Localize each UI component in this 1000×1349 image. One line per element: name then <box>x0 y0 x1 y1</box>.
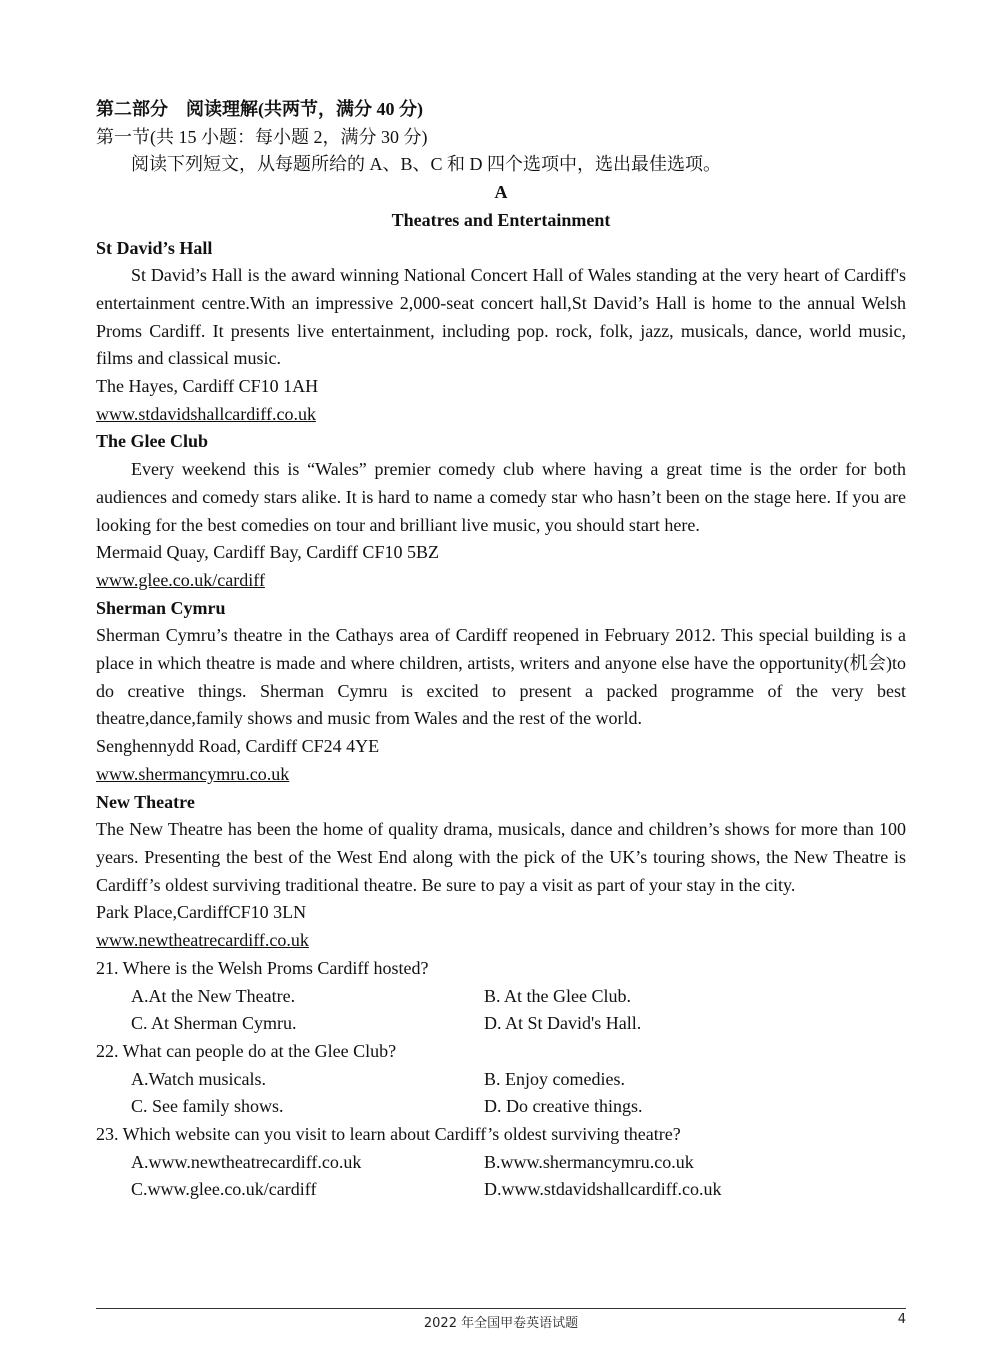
option-row <box>96 1066 906 1094</box>
option-b: B. Enjoy comedies. <box>484 1068 625 1089</box>
option-a: A.Watch musicals. <box>131 1068 267 1089</box>
venue-st-davids-hall <box>96 235 906 429</box>
option-c: C. See family shows. <box>131 1096 284 1117</box>
venue-address: The Hayes, Cardiff CF10 1AH <box>96 376 319 397</box>
venue-description: Sherman Cymru’s theatre in the Cathays area of Cardiff reopened in February 2012. This special building is a place in which theatre is made and where children, artists, writers and anyone else have the opportunity(机会)to do creative things. Sherman Cymru is excited to present a packed programme of the very best theatre,dance,family shows and music from Wales and the rest of the world. <box>96 625 906 729</box>
venue-address: Park Place,CardiffCF10 3LN <box>96 902 307 923</box>
question-22 <box>96 1038 906 1121</box>
option-a: A.www.newtheatrecardiff.co.uk <box>131 1151 362 1172</box>
venue-description: The New Theatre has been the home of quality drama, musicals, dance and children’s shows for more than 100 years. Presenting the best of the West End along with the pick of the UK’s touring shows, the New Theatre is Cardiff’s oldest surviving traditional theatre. Be sure to pay a visit as part of your stay in the city. <box>96 819 906 895</box>
venue-website: www.newtheatrecardiff.co.uk <box>96 930 309 951</box>
page-number: 4 <box>897 1312 906 1327</box>
option-row <box>96 1149 906 1177</box>
page-content <box>96 96 906 1204</box>
instruction: 阅读下列短文，从每题所给的 A、B、C 和 D 四个选项中，选出最佳选项。 <box>131 154 722 175</box>
option-c: C. At Sherman Cymru. <box>131 1013 297 1034</box>
option-d: D. At St David's Hall. <box>484 1013 642 1034</box>
option-row <box>96 1176 906 1204</box>
passage-title: Theatres and Entertainment <box>391 209 611 230</box>
venue-new-theatre <box>96 789 906 955</box>
venue-address: Mermaid Quay, Cardiff Bay, Cardiff CF10 5BZ <box>96 542 439 563</box>
passage-letter: A <box>494 182 508 203</box>
part-title: 第二部分 阅读理解(共两节，满分 40 分) <box>96 99 423 119</box>
option-row <box>96 1010 906 1038</box>
venue-name: St David’s Hall <box>96 237 213 258</box>
venue-description: St David’s Hall is the award winning National Concert Hall of Wales standing at the very heart of Cardiff's entertainment centre.With an impressive 2,000-seat concert hall,St David’s Hall is home to the annual Welsh Proms Cardiff. It presents live entertainment, including pop. rock, folk, jazz, musicals, dance, world music, films and classical music. <box>96 265 906 369</box>
question-stem: 23. Which website can you visit to learn about Cardiff’s oldest surviving theatre? <box>96 1124 681 1145</box>
venue-name: Sherman Cymru <box>96 597 226 618</box>
section-title: 第一节(共 15 小题：每小题 2，满分 30 分) <box>96 126 428 147</box>
option-b: B.www.shermancymru.co.uk <box>484 1151 694 1172</box>
option-d: D. Do creative things. <box>484 1096 643 1117</box>
question-stem: 22. What can people do at the Glee Club? <box>96 1040 397 1061</box>
venue-sherman-cymru <box>96 595 906 789</box>
venue-website: www.shermancymru.co.uk <box>96 763 290 784</box>
question-stem: 21. Where is the Welsh Proms Cardiff hosted? <box>96 957 429 978</box>
question-21 <box>96 955 906 1038</box>
option-b: B. At the Glee Club. <box>484 985 631 1006</box>
option-row <box>96 1093 906 1121</box>
footer-divider <box>96 1308 906 1309</box>
footer-title: 2022 年全国甲卷英语试题 <box>423 1316 579 1331</box>
option-d: D.www.stdavidshallcardiff.co.uk <box>484 1179 722 1200</box>
venue-address: Senghennydd Road, Cardiff CF24 4YE <box>96 736 380 757</box>
option-a: A.At the New Theatre. <box>131 985 296 1006</box>
venue-glee-club <box>96 428 906 594</box>
option-c: C.www.glee.co.uk/cardiff <box>131 1179 317 1200</box>
venue-website: www.stdavidshallcardiff.co.uk <box>96 403 316 424</box>
option-row <box>96 983 906 1011</box>
venue-name: The Glee Club <box>96 431 209 452</box>
venue-name: New Theatre <box>96 791 195 812</box>
venue-description: Every weekend this is “Wales” premier comedy club where having a great time is the order for both audiences and comedy stars alike. It is hard to name a comedy star who hasn’t been on the stage here. If you are looking for the best comedies on tour and brilliant live music, you should start here. <box>96 459 906 535</box>
venue-website: www.glee.co.uk/cardiff <box>96 569 265 590</box>
question-23 <box>96 1121 906 1204</box>
